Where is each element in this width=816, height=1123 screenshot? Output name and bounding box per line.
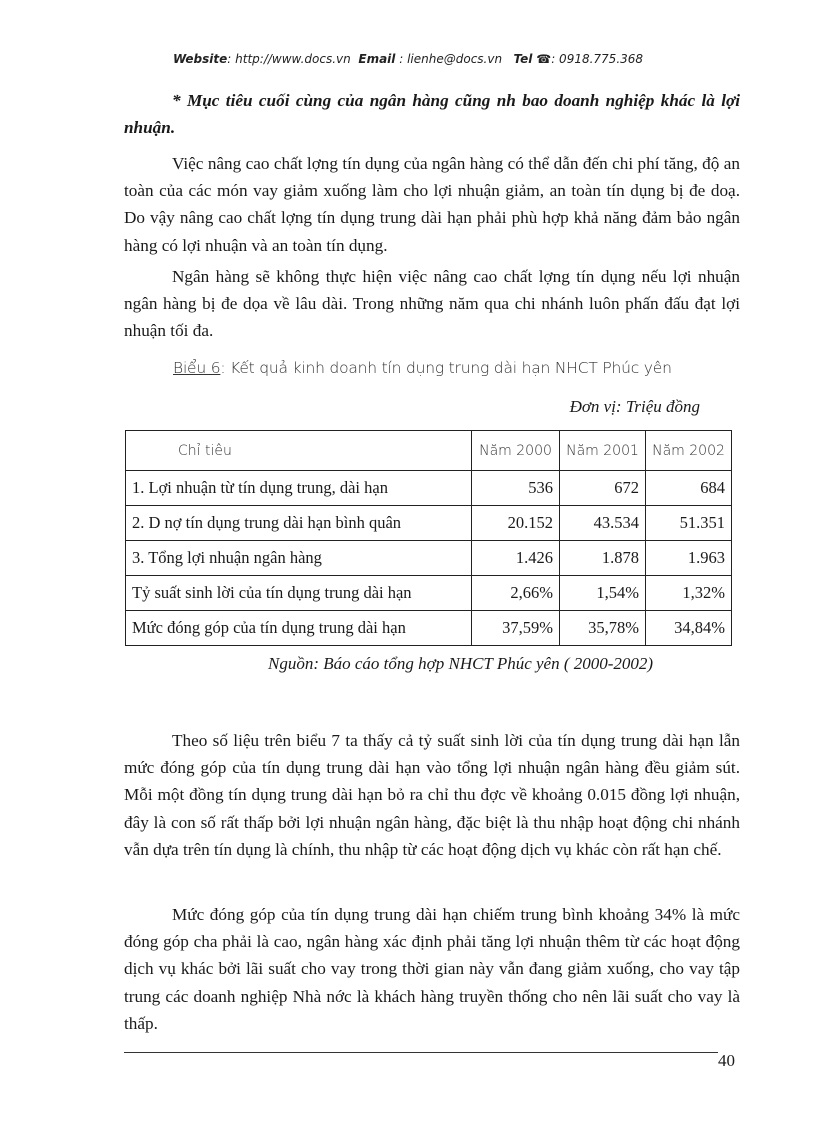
table-cell: 34,84% (646, 611, 732, 646)
page-number: 40 (718, 1051, 735, 1070)
table-caption-text: : Kết quả kinh doanh tín dụng trung dài hạn NHCT Phúc yên (220, 359, 672, 377)
row-label: Tỷ suất sinh lời của tín dụng trung dài hạn (126, 576, 472, 611)
footer-divider (124, 1052, 718, 1053)
table-cell: 672 (560, 471, 646, 506)
table-cell: 1,54% (560, 576, 646, 611)
table-row (126, 506, 732, 541)
table-row (126, 576, 732, 611)
table-caption (173, 359, 672, 377)
table-cell: 1,32% (646, 576, 732, 611)
row-label: 1. Lợi nhuận từ tín dụng trung, dài hạn (126, 471, 472, 506)
paragraph-contribution: Mức đóng góp của tín dụng trung dài hạn chiếm trung bình khoảng 34% là mức đóng góp cha phải là cao, ngân hàng xác định phải tăng lợi nhuận thêm từ các hoạt động dịch vụ khác bởi lãi suất cho vay trong thời gian này vẫn đang giảm xuống, cho vay tập trung các doanh nghiệp Nhà nớc là khách hàng truyền thống cho nên lãi suất cho vay là thấp. (124, 905, 740, 1033)
column-header: Năm 2000 (472, 431, 560, 471)
table-source: Nguồn: Báo cáo tổng hợp NHCT Phúc yên ( 2000-2002) (268, 654, 654, 673)
table-cell: 1.878 (560, 541, 646, 576)
table-cell: 2,66% (472, 576, 560, 611)
table-caption-label: Biểu 6 (173, 359, 221, 377)
column-header: Năm 2001 (560, 431, 646, 471)
table-cell: 536 (472, 471, 560, 506)
website-url[interactable]: : http://www.docs.vn (227, 52, 351, 66)
row-label: 3. Tổng lợi nhuận ngân hàng (126, 541, 472, 576)
tel-label: Tel (513, 52, 533, 66)
table-row (126, 541, 732, 576)
paragraph-quality-cost: Việc nâng cao chất lợng tín dụng của ngân hàng có thể dẫn đến chi phí tăng, độ an toàn của các món vay giảm xuống làm cho lợi nhuận giảm, an toàn tín dụng bị đe doạ. Do vậy nâng cao chất lợng tín dụng trung dài hạn phải phù hợp khả năng đảm bảo ngân hàng có lợi nhuận và an toàn tín dụng. (124, 154, 740, 255)
table-cell: 37,59% (472, 611, 560, 646)
website-label: Website (172, 52, 228, 66)
column-header: Năm 2002 (646, 431, 732, 471)
phone-icon: ☎ (536, 52, 552, 66)
table-cell: 684 (646, 471, 732, 506)
table-header-row (126, 431, 732, 471)
table-cell: 43.534 (560, 506, 646, 541)
table-row (126, 611, 732, 646)
table-cell: 1.426 (472, 541, 560, 576)
page-header (0, 52, 816, 66)
email-label: Email (358, 52, 396, 66)
table-row (126, 471, 732, 506)
table-cell: 1.963 (646, 541, 732, 576)
email-address[interactable]: : lienhe@docs.vn (399, 52, 503, 66)
goal-paragraph: * Mục tiêu cuối cùng của ngân hàng cũng nh bao doanh nghiệp khác là lợi nhuận. (124, 91, 740, 138)
column-header: Chỉ tiêu (126, 431, 472, 471)
results-table (125, 430, 732, 646)
table-cell: 35,78% (560, 611, 646, 646)
paragraph-profit-threat: Ngân hàng sẽ không thực hiện việc nâng cao chất lợng tín dụng nếu lợi nhuận ngân hàng bị đe dọa về lâu dài. Trong những năm qua chi nhánh luôn phấn đấu đạt lợi nhuận tối đa. (124, 267, 740, 341)
table-cell: 20.152 (472, 506, 560, 541)
unit-label: Đơn vị: Triệu đồng (569, 397, 700, 416)
row-label: Mức đóng góp của tín dụng trung dài hạn (126, 611, 472, 646)
tel-number: : 0918.775.368 (551, 52, 644, 66)
paragraph-analysis: Theo số liệu trên biểu 7 ta thấy cả tỷ suất sinh lời của tín dụng trung dài hạn lẫn mức đóng góp của tín dụng trung dài hạn vào tổng lợi nhuận ngân hàng đều giảm sút. Mỗi một đồng tín dụng trung dài hạn bỏ ra chỉ thu đợc về khoảng 0.015 đồng lợi nhuận, đây là con số rất thấp bởi lợi nhuận ngân hàng, đặc biệt là thu nhập hoạt động chi nhánh vẫn dựa trên tín dụng là chính, thu nhập từ các hoạt động dịch vụ khác còn rất hạn chế. (124, 731, 740, 859)
table-cell: 51.351 (646, 506, 732, 541)
row-label: 2. D nợ tín dụng trung dài hạn bình quân (126, 506, 472, 541)
